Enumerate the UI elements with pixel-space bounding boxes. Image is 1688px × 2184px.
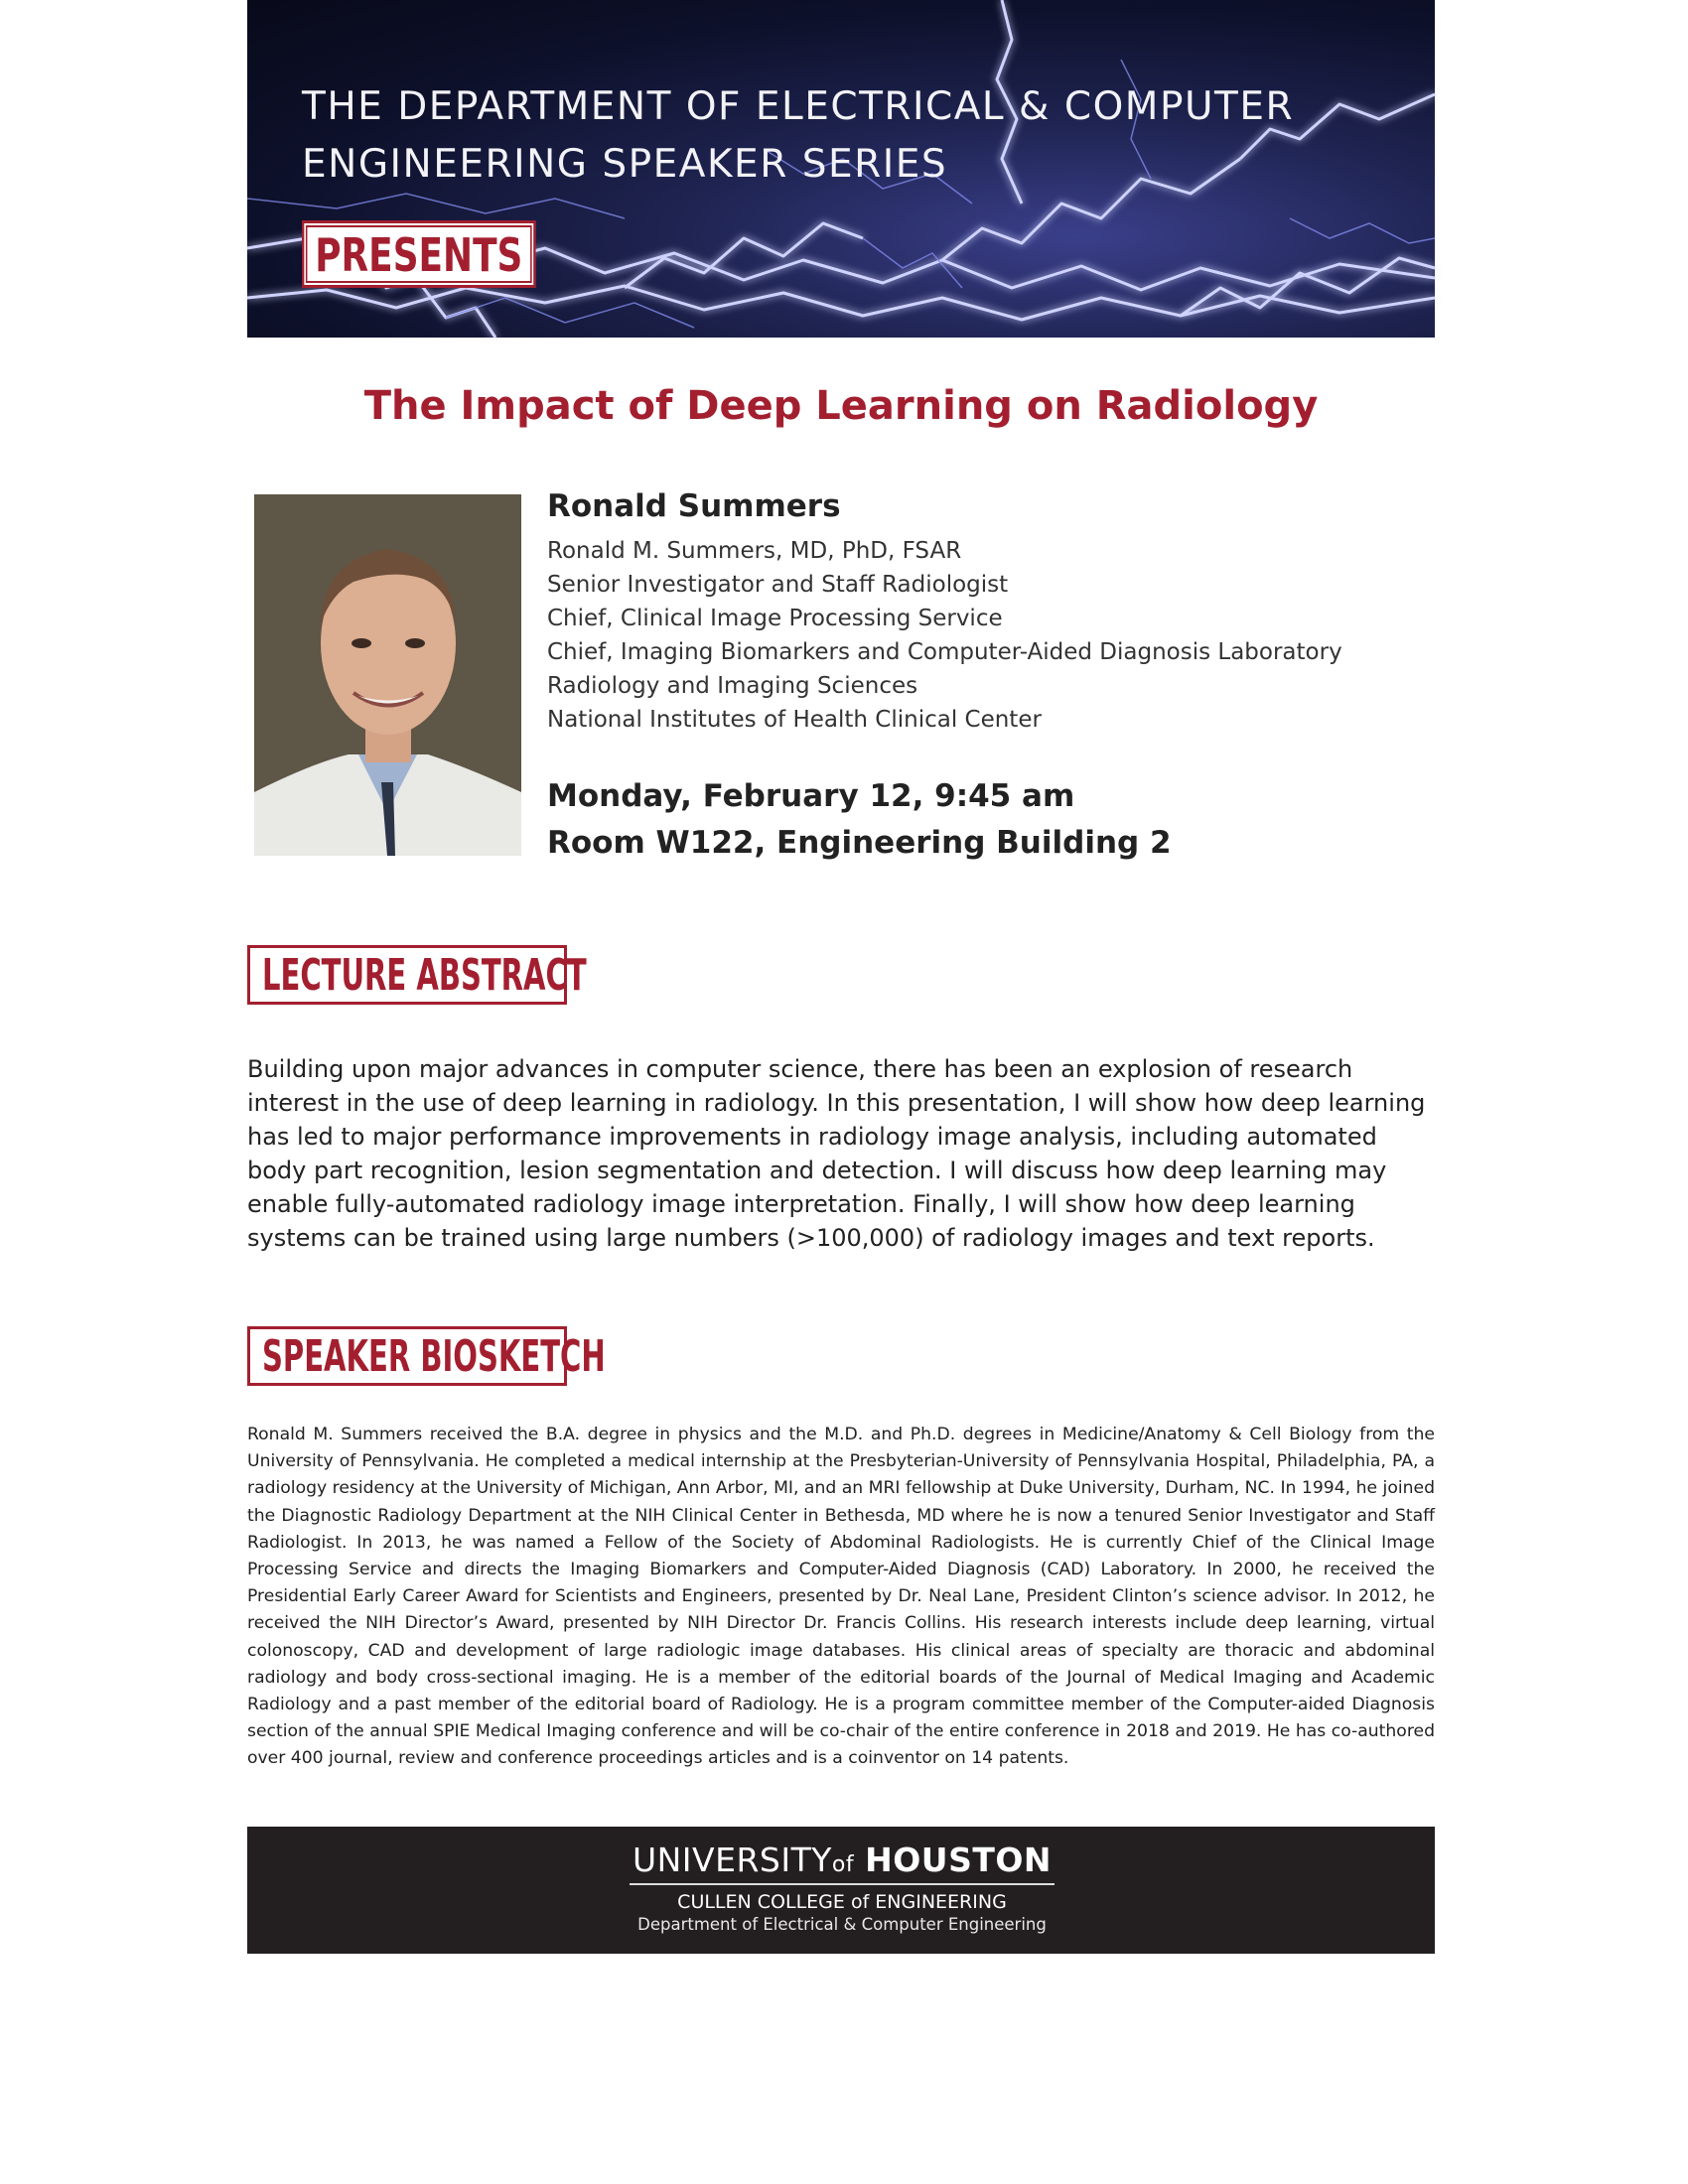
abstract-text: Building upon major advances in computer science, there has been an explosion of research interest in the use of deep learning in radiology. In this presentation, I will show how deep learning has led to major performance improvements in radiology image analysis, including automated body part recognition, lesion segmentation and detection. I will discuss how deep learning may enable fully-automated radiology image interpretation. Finally, I will show how deep learning systems can be trained using large numbers (>100,000) of radiology images and text reports. (247, 1055, 1426, 1252)
banner-line-1: THE DEPARTMENT OF ELECTRICAL & COMPUTER (302, 84, 1295, 129)
speaker-line: Chief, Clinical Image Processing Service (547, 606, 1003, 631)
speaker-line: Senior Investigator and Staff Radiologist (547, 572, 1009, 598)
college-name: CULLEN COLLEGE of ENGINEERING (677, 1891, 1007, 1913)
speaker-line: Radiology and Imaging Sciences (547, 673, 918, 699)
university-of: of (831, 1852, 855, 1877)
header-banner (247, 0, 1435, 338)
speaker-portrait-image (254, 494, 521, 856)
speaker-line: Chief, Imaging Biomarkers and Computer-Aided Diagnosis Laboratory (547, 639, 1342, 665)
university-logo (629, 1841, 1055, 1934)
university-name: HOUSTON (865, 1841, 1053, 1879)
presents-label: PRESENTS (302, 220, 536, 288)
event-room: Room W122, Engineering Building 2 (547, 825, 1172, 861)
speaker-line: Ronald M. Summers, MD, PhD, FSAR (547, 538, 962, 564)
speaker-name: Ronald Summers (547, 488, 841, 524)
logo-divider (630, 1883, 1055, 1885)
banner-line-2: ENGINEERING SPEAKER SERIES (302, 142, 948, 187)
speaker-photo (254, 494, 521, 856)
lecture-abstract-heading (247, 945, 587, 1005)
university-prefix: UNIVERSITY (632, 1841, 832, 1879)
department-name: Department of Electrical & Computer Engineering (637, 1915, 1047, 1934)
speaker-biosketch-heading (247, 1326, 606, 1386)
lecture-abstract-label: LECTURE ABSTRACT (262, 950, 587, 1001)
biosketch-text: Ronald M. Summers received the B.A. degree in physics and the M.D. and Ph.D. degrees in Medicine/Anatomy & Cell Biology from the University of Pennsylvania. He completed a medical internship at the Presbyterian-University of Pennsylvania Hospital, Philadelphia, PA, a radiology residency at the University of Michigan, Ann Arbor, MI, and an MRI fellowship at Duke University, Durham, NC. In 1994, he joined the Diagnostic Radiology Department at the NIH Clinical Center in Bethesda, MD where he is now a tenured Senior Investigator and Staff Radiologist. In 2013, he was named a Fellow of the Society of Abdominal Radiologists. He is currently Chief of the Clinical Image Processing Service and directs the Imaging Biomarkers and Computer-Aided Diagnosis (CAD) Laboratory. In 2000, he received the Presidential Early Career Award for Scientists and Engineers, presented by Dr. Neal Lane, President Clinton’s science advisor. In 2012, he received the NIH Director’s Award, presented by NIH Director Dr. Francis Collins. His research interests include deep learning, virtual colonoscopy, CAD and development of large radiologic image databases. His clinical areas of specialty are thoracic and abdominal radiology and body cross-sectional imaging. He is a member of the editorial boards of the Journal of Medical Imaging and Academic Radiology and a past member of the editorial board of Radiology. He is a program committee member of the Computer-aided Diagnosis section of the annual SPIE Medical Imaging conference and will be co-chair of the entire conference in 2018 and 2019. He has co-authored over 400 journal, review and conference proceedings articles and is a coinventor on 14 patents. (247, 1425, 1435, 1769)
footer-bar (247, 1827, 1435, 1954)
speaker-credentials (547, 534, 1342, 737)
speaker-line: National Institutes of Health Clinical Center (547, 707, 1042, 733)
speaker-biosketch-label: SPEAKER BIOSKETCH (262, 1331, 606, 1382)
talk-title: The Impact of Deep Learning on Radiology (363, 383, 1319, 429)
event-date: Monday, February 12, 9:45 am (547, 778, 1075, 814)
university-wordmark (629, 1841, 1055, 1879)
